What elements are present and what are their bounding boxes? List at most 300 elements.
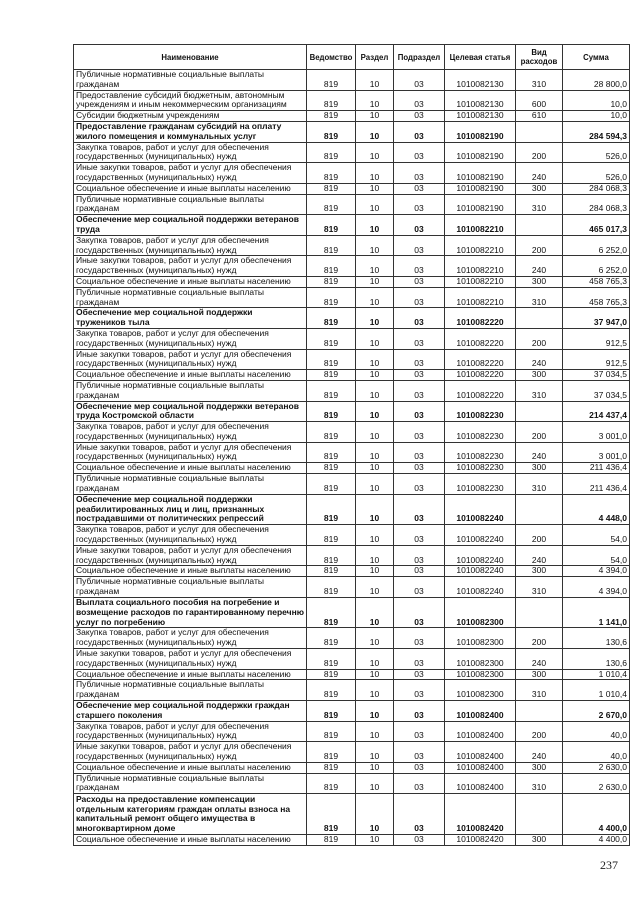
row-sum: 526,0 [563, 163, 630, 184]
row-section: 10 [356, 577, 394, 598]
row-article: 1010082230 [445, 463, 516, 474]
table-row [74, 328, 630, 349]
table-row [74, 276, 630, 287]
row-sum: 130,6 [563, 628, 630, 649]
row-dept: 819 [307, 649, 356, 670]
row-exptype: 310 [516, 70, 563, 91]
table-row [74, 194, 630, 215]
table-row [74, 401, 630, 422]
row-sum: 465 017,3 [563, 215, 630, 236]
row-name: Закупка товаров, работ и услуг для обеспечения государственных (муниципальных) нужд [74, 328, 307, 349]
table-row [74, 773, 630, 794]
row-dept: 819 [307, 328, 356, 349]
row-section: 10 [356, 349, 394, 370]
row-sum: 3 001,0 [563, 422, 630, 443]
row-dept: 819 [307, 762, 356, 773]
row-article: 1010082190 [445, 163, 516, 184]
header-article: Целевая статья [445, 45, 516, 70]
row-section: 10 [356, 794, 394, 835]
page-number: 237 [600, 858, 618, 872]
row-subsection: 03 [394, 235, 445, 256]
row-exptype: 240 [516, 256, 563, 277]
row-dept: 819 [307, 163, 356, 184]
row-exptype: 310 [516, 194, 563, 215]
table-row [74, 494, 630, 525]
row-dept: 819 [307, 422, 356, 443]
row-sum: 912,5 [563, 349, 630, 370]
row-exptype: 310 [516, 474, 563, 495]
row-dept: 819 [307, 111, 356, 122]
row-article: 1010082220 [445, 328, 516, 349]
row-article: 1010082230 [445, 442, 516, 463]
row-subsection: 03 [394, 90, 445, 111]
table-row [74, 628, 630, 649]
row-sum: 37 034,5 [563, 380, 630, 401]
row-article: 1010082240 [445, 577, 516, 598]
row-sum: 284 068,3 [563, 194, 630, 215]
row-exptype: 300 [516, 276, 563, 287]
row-exptype [516, 401, 563, 422]
row-section: 10 [356, 701, 394, 722]
row-name: Публичные нормативные социальные выплаты гражданам [74, 194, 307, 215]
row-exptype: 610 [516, 111, 563, 122]
row-subsection: 03 [394, 256, 445, 277]
row-exptype [516, 308, 563, 329]
row-exptype: 310 [516, 773, 563, 794]
row-dept: 819 [307, 70, 356, 91]
row-exptype: 240 [516, 349, 563, 370]
row-subsection: 03 [394, 463, 445, 474]
row-subsection: 03 [394, 680, 445, 701]
row-section: 10 [356, 525, 394, 546]
row-name: Социальное обеспечение и иные выплаты населению [74, 566, 307, 577]
row-article: 1010082300 [445, 680, 516, 701]
row-exptype: 300 [516, 834, 563, 845]
row-sum: 211 436,4 [563, 463, 630, 474]
row-subsection: 03 [394, 70, 445, 91]
row-section: 10 [356, 90, 394, 111]
row-dept: 819 [307, 287, 356, 308]
table-row [74, 422, 630, 443]
row-name: Иные закупки товаров, работ и услуг для обеспечения государственных (муниципальных) нужд [74, 442, 307, 463]
table-row [74, 577, 630, 598]
row-section: 10 [356, 215, 394, 236]
row-exptype: 300 [516, 370, 563, 381]
row-dept: 819 [307, 194, 356, 215]
row-dept: 819 [307, 142, 356, 163]
row-name: Иные закупки товаров, работ и услуг для обеспечения государственных (муниципальных) нужд [74, 256, 307, 277]
row-sum: 54,0 [563, 545, 630, 566]
row-article: 1010082210 [445, 235, 516, 256]
row-name: Обеспечение мер социальной поддержки реабилитированных лиц и лиц, признанных пострадавшими от политических репрессий [74, 494, 307, 525]
row-name: Закупка товаров, работ и услуг для обеспечения государственных (муниципальных) нужд [74, 721, 307, 742]
table-header-row [74, 45, 630, 70]
row-name: Иные закупки товаров, работ и услуг для обеспечения государственных (муниципальных) нужд [74, 649, 307, 670]
row-dept: 819 [307, 235, 356, 256]
budget-table [73, 44, 630, 846]
row-article: 1010082130 [445, 90, 516, 111]
row-subsection: 03 [394, 276, 445, 287]
row-dept: 819 [307, 628, 356, 649]
row-article: 1010082400 [445, 701, 516, 722]
row-section: 10 [356, 401, 394, 422]
table-row [74, 545, 630, 566]
row-article: 1010082420 [445, 794, 516, 835]
row-exptype: 200 [516, 628, 563, 649]
row-sum: 4 448,0 [563, 494, 630, 525]
row-section: 10 [356, 380, 394, 401]
row-section: 10 [356, 545, 394, 566]
row-sum: 4 394,0 [563, 566, 630, 577]
row-name: Иные закупки товаров, работ и услуг для обеспечения государственных (муниципальных) нужд [74, 163, 307, 184]
row-article: 1010082230 [445, 401, 516, 422]
row-article: 1010082210 [445, 215, 516, 236]
row-dept: 819 [307, 701, 356, 722]
row-subsection: 03 [394, 597, 445, 628]
row-subsection: 03 [394, 628, 445, 649]
row-name: Социальное обеспечение и иные выплаты населению [74, 370, 307, 381]
table-row [74, 163, 630, 184]
row-subsection: 03 [394, 494, 445, 525]
table-row [74, 370, 630, 381]
row-name: Закупка товаров, работ и услуг для обеспечения государственных (муниципальных) нужд [74, 525, 307, 546]
row-sum: 211 436,4 [563, 474, 630, 495]
table-row [74, 566, 630, 577]
row-name: Обеспечение мер социальной поддержки тружеников тыла [74, 308, 307, 329]
row-sum: 1 141,0 [563, 597, 630, 628]
table-row [74, 215, 630, 236]
row-exptype: 200 [516, 328, 563, 349]
row-name: Социальное обеспечение и иные выплаты населению [74, 762, 307, 773]
row-article: 1010082420 [445, 834, 516, 845]
row-exptype: 300 [516, 762, 563, 773]
row-name: Публичные нормативные социальные выплаты гражданам [74, 474, 307, 495]
row-name: Обеспечение мер социальной поддержки ветеранов труда Костромской области [74, 401, 307, 422]
table-row [74, 597, 630, 628]
row-subsection: 03 [394, 566, 445, 577]
table-row [74, 669, 630, 680]
row-dept: 819 [307, 494, 356, 525]
row-subsection: 03 [394, 721, 445, 742]
header-dept: Ведомство [307, 45, 356, 70]
row-sum: 4 400,0 [563, 794, 630, 835]
row-exptype [516, 701, 563, 722]
row-exptype: 240 [516, 742, 563, 763]
row-section: 10 [356, 276, 394, 287]
row-sum: 2 630,0 [563, 773, 630, 794]
table-row [74, 90, 630, 111]
row-name: Закупка товаров, работ и услуг для обеспечения государственных (муниципальных) нужд [74, 142, 307, 163]
table-row [74, 794, 630, 835]
table-row [74, 380, 630, 401]
row-name: Публичные нормативные социальные выплаты гражданам [74, 577, 307, 598]
row-sum: 130,6 [563, 649, 630, 670]
row-name: Публичные нормативные социальные выплаты гражданам [74, 70, 307, 91]
row-sum: 37 947,0 [563, 308, 630, 329]
row-name: Закупка товаров, работ и услуг для обеспечения государственных (муниципальных) нужд [74, 422, 307, 443]
row-sum: 4 400,0 [563, 834, 630, 845]
row-section: 10 [356, 721, 394, 742]
row-dept: 819 [307, 834, 356, 845]
row-name: Закупка товаров, работ и услуг для обеспечения государственных (муниципальных) нужд [74, 235, 307, 256]
row-subsection: 03 [394, 442, 445, 463]
row-exptype: 200 [516, 525, 563, 546]
row-section: 10 [356, 370, 394, 381]
row-exptype [516, 215, 563, 236]
table-row [74, 142, 630, 163]
row-article: 1010082400 [445, 773, 516, 794]
row-section: 10 [356, 308, 394, 329]
table-row [74, 701, 630, 722]
row-name: Публичные нормативные социальные выплаты гражданам [74, 380, 307, 401]
header-name: Наименование [74, 45, 307, 70]
row-subsection: 03 [394, 474, 445, 495]
row-sum: 10,0 [563, 111, 630, 122]
row-sum: 284 594,3 [563, 121, 630, 142]
row-name: Иные закупки товаров, работ и услуг для обеспечения государственных (муниципальных) нужд [74, 349, 307, 370]
row-section: 10 [356, 70, 394, 91]
row-exptype: 300 [516, 669, 563, 680]
row-subsection: 03 [394, 380, 445, 401]
row-dept: 819 [307, 721, 356, 742]
table-row [74, 742, 630, 763]
row-sum: 2 630,0 [563, 762, 630, 773]
row-article: 1010082240 [445, 494, 516, 525]
row-section: 10 [356, 494, 394, 525]
row-sum: 3 001,0 [563, 442, 630, 463]
row-exptype: 240 [516, 545, 563, 566]
row-dept: 819 [307, 90, 356, 111]
row-subsection: 03 [394, 649, 445, 670]
row-article: 1010082300 [445, 669, 516, 680]
table-row [74, 649, 630, 670]
table-row [74, 349, 630, 370]
row-section: 10 [356, 442, 394, 463]
row-name: Социальное обеспечение и иные выплаты населению [74, 834, 307, 845]
row-dept: 819 [307, 183, 356, 194]
row-subsection: 03 [394, 669, 445, 680]
row-dept: 819 [307, 794, 356, 835]
table-row [74, 834, 630, 845]
table-row [74, 111, 630, 122]
row-name: Обеспечение мер социальной поддержки граждан старшего поколения [74, 701, 307, 722]
row-exptype: 240 [516, 649, 563, 670]
row-sum: 6 252,0 [563, 256, 630, 277]
row-article: 1010082220 [445, 380, 516, 401]
row-subsection: 03 [394, 111, 445, 122]
row-dept: 819 [307, 669, 356, 680]
row-section: 10 [356, 463, 394, 474]
row-name: Предоставление субсидий бюджетным, автономным учреждениям и иным некоммерческим организациям [74, 90, 307, 111]
table-row [74, 308, 630, 329]
row-article: 1010082240 [445, 545, 516, 566]
row-subsection: 03 [394, 308, 445, 329]
row-article: 1010082190 [445, 183, 516, 194]
row-subsection: 03 [394, 349, 445, 370]
row-section: 10 [356, 773, 394, 794]
row-subsection: 03 [394, 163, 445, 184]
row-exptype: 200 [516, 721, 563, 742]
table-row [74, 474, 630, 495]
row-article: 1010082220 [445, 308, 516, 329]
row-dept: 819 [307, 474, 356, 495]
row-dept: 819 [307, 370, 356, 381]
row-exptype [516, 794, 563, 835]
row-exptype: 300 [516, 463, 563, 474]
row-name: Социальное обеспечение и иные выплаты населению [74, 669, 307, 680]
row-name: Социальное обеспечение и иные выплаты населению [74, 276, 307, 287]
row-dept: 819 [307, 566, 356, 577]
row-section: 10 [356, 834, 394, 845]
row-section: 10 [356, 474, 394, 495]
row-sum: 37 034,5 [563, 370, 630, 381]
table-body [74, 70, 630, 846]
row-subsection: 03 [394, 701, 445, 722]
row-dept: 819 [307, 256, 356, 277]
row-article: 1010082240 [445, 566, 516, 577]
row-name: Социальное обеспечение и иные выплаты населению [74, 183, 307, 194]
row-name: Публичные нормативные социальные выплаты гражданам [74, 287, 307, 308]
row-section: 10 [356, 762, 394, 773]
row-exptype [516, 597, 563, 628]
row-exptype: 300 [516, 183, 563, 194]
row-article: 1010082300 [445, 628, 516, 649]
row-article: 1010082190 [445, 194, 516, 215]
table-row [74, 235, 630, 256]
row-name: Публичные нормативные социальные выплаты гражданам [74, 680, 307, 701]
row-section: 10 [356, 121, 394, 142]
row-sum: 284 068,3 [563, 183, 630, 194]
row-article: 1010082400 [445, 742, 516, 763]
row-section: 10 [356, 235, 394, 256]
row-sum: 2 670,0 [563, 701, 630, 722]
row-name: Расходы на предоставление компенсации отдельным категориям граждан оплаты взноса на капитальный ремонт общего имущества в многоквартирном доме [74, 794, 307, 835]
row-subsection: 03 [394, 142, 445, 163]
row-section: 10 [356, 669, 394, 680]
table-row [74, 525, 630, 546]
row-section: 10 [356, 111, 394, 122]
row-exptype: 200 [516, 422, 563, 443]
row-article: 1010082190 [445, 121, 516, 142]
row-dept: 819 [307, 463, 356, 474]
row-subsection: 03 [394, 742, 445, 763]
header-exptype: Вид расходов [516, 45, 563, 70]
row-dept: 819 [307, 545, 356, 566]
table-row [74, 680, 630, 701]
row-sum: 1 010,4 [563, 669, 630, 680]
row-article: 1010082210 [445, 287, 516, 308]
table-row [74, 463, 630, 474]
header-sum: Сумма [563, 45, 630, 70]
row-article: 1010082300 [445, 649, 516, 670]
row-article: 1010082400 [445, 721, 516, 742]
row-section: 10 [356, 183, 394, 194]
table-row [74, 721, 630, 742]
row-name: Предоставление гражданам субсидий на оплату жилого помещения и коммунальных услуг [74, 121, 307, 142]
row-sum: 1 010,4 [563, 680, 630, 701]
row-article: 1010082190 [445, 142, 516, 163]
row-subsection: 03 [394, 121, 445, 142]
row-dept: 819 [307, 215, 356, 236]
row-dept: 819 [307, 597, 356, 628]
row-article: 1010082210 [445, 256, 516, 277]
row-sum: 10,0 [563, 90, 630, 111]
row-subsection: 03 [394, 762, 445, 773]
row-section: 10 [356, 194, 394, 215]
row-name: Закупка товаров, работ и услуг для обеспечения государственных (муниципальных) нужд [74, 628, 307, 649]
row-article: 1010082130 [445, 111, 516, 122]
row-exptype: 310 [516, 577, 563, 598]
row-subsection: 03 [394, 577, 445, 598]
row-dept: 819 [307, 308, 356, 329]
row-exptype: 310 [516, 380, 563, 401]
row-exptype: 300 [516, 566, 563, 577]
row-subsection: 03 [394, 183, 445, 194]
row-name: Выплата социального пособия на погребение и возмещение расходов по гарантированному перечню услуг по погребению [74, 597, 307, 628]
row-article: 1010082300 [445, 597, 516, 628]
table-row [74, 70, 630, 91]
row-subsection: 03 [394, 525, 445, 546]
row-sum: 54,0 [563, 525, 630, 546]
row-subsection: 03 [394, 834, 445, 845]
row-sum: 40,0 [563, 721, 630, 742]
row-subsection: 03 [394, 370, 445, 381]
row-subsection: 03 [394, 422, 445, 443]
row-exptype: 200 [516, 235, 563, 256]
header-section: Раздел [356, 45, 394, 70]
row-section: 10 [356, 680, 394, 701]
row-name: Субсидии бюджетным учреждениям [74, 111, 307, 122]
row-name: Иные закупки товаров, работ и услуг для обеспечения государственных (муниципальных) нужд [74, 742, 307, 763]
row-sum: 912,5 [563, 328, 630, 349]
row-dept: 819 [307, 525, 356, 546]
row-subsection: 03 [394, 773, 445, 794]
row-article: 1010082230 [445, 474, 516, 495]
row-name: Иные закупки товаров, работ и услуг для обеспечения государственных (муниципальных) нужд [74, 545, 307, 566]
row-sum: 6 252,0 [563, 235, 630, 256]
row-sum: 458 765,3 [563, 287, 630, 308]
row-sum: 214 437,4 [563, 401, 630, 422]
row-subsection: 03 [394, 215, 445, 236]
row-section: 10 [356, 628, 394, 649]
row-subsection: 03 [394, 401, 445, 422]
row-sum: 526,0 [563, 142, 630, 163]
row-subsection: 03 [394, 545, 445, 566]
table-row [74, 287, 630, 308]
row-article: 1010082130 [445, 70, 516, 91]
row-dept: 819 [307, 742, 356, 763]
row-exptype [516, 494, 563, 525]
row-exptype: 200 [516, 142, 563, 163]
row-section: 10 [356, 142, 394, 163]
row-name: Обеспечение мер социальной поддержки ветеранов труда [74, 215, 307, 236]
row-section: 10 [356, 742, 394, 763]
row-exptype: 600 [516, 90, 563, 111]
row-exptype: 310 [516, 287, 563, 308]
row-section: 10 [356, 256, 394, 277]
table-row [74, 442, 630, 463]
row-article: 1010082210 [445, 276, 516, 287]
row-dept: 819 [307, 773, 356, 794]
row-dept: 819 [307, 349, 356, 370]
row-dept: 819 [307, 276, 356, 287]
row-section: 10 [356, 566, 394, 577]
row-name: Публичные нормативные социальные выплаты гражданам [74, 773, 307, 794]
row-dept: 819 [307, 442, 356, 463]
row-section: 10 [356, 597, 394, 628]
row-exptype: 310 [516, 680, 563, 701]
row-dept: 819 [307, 401, 356, 422]
